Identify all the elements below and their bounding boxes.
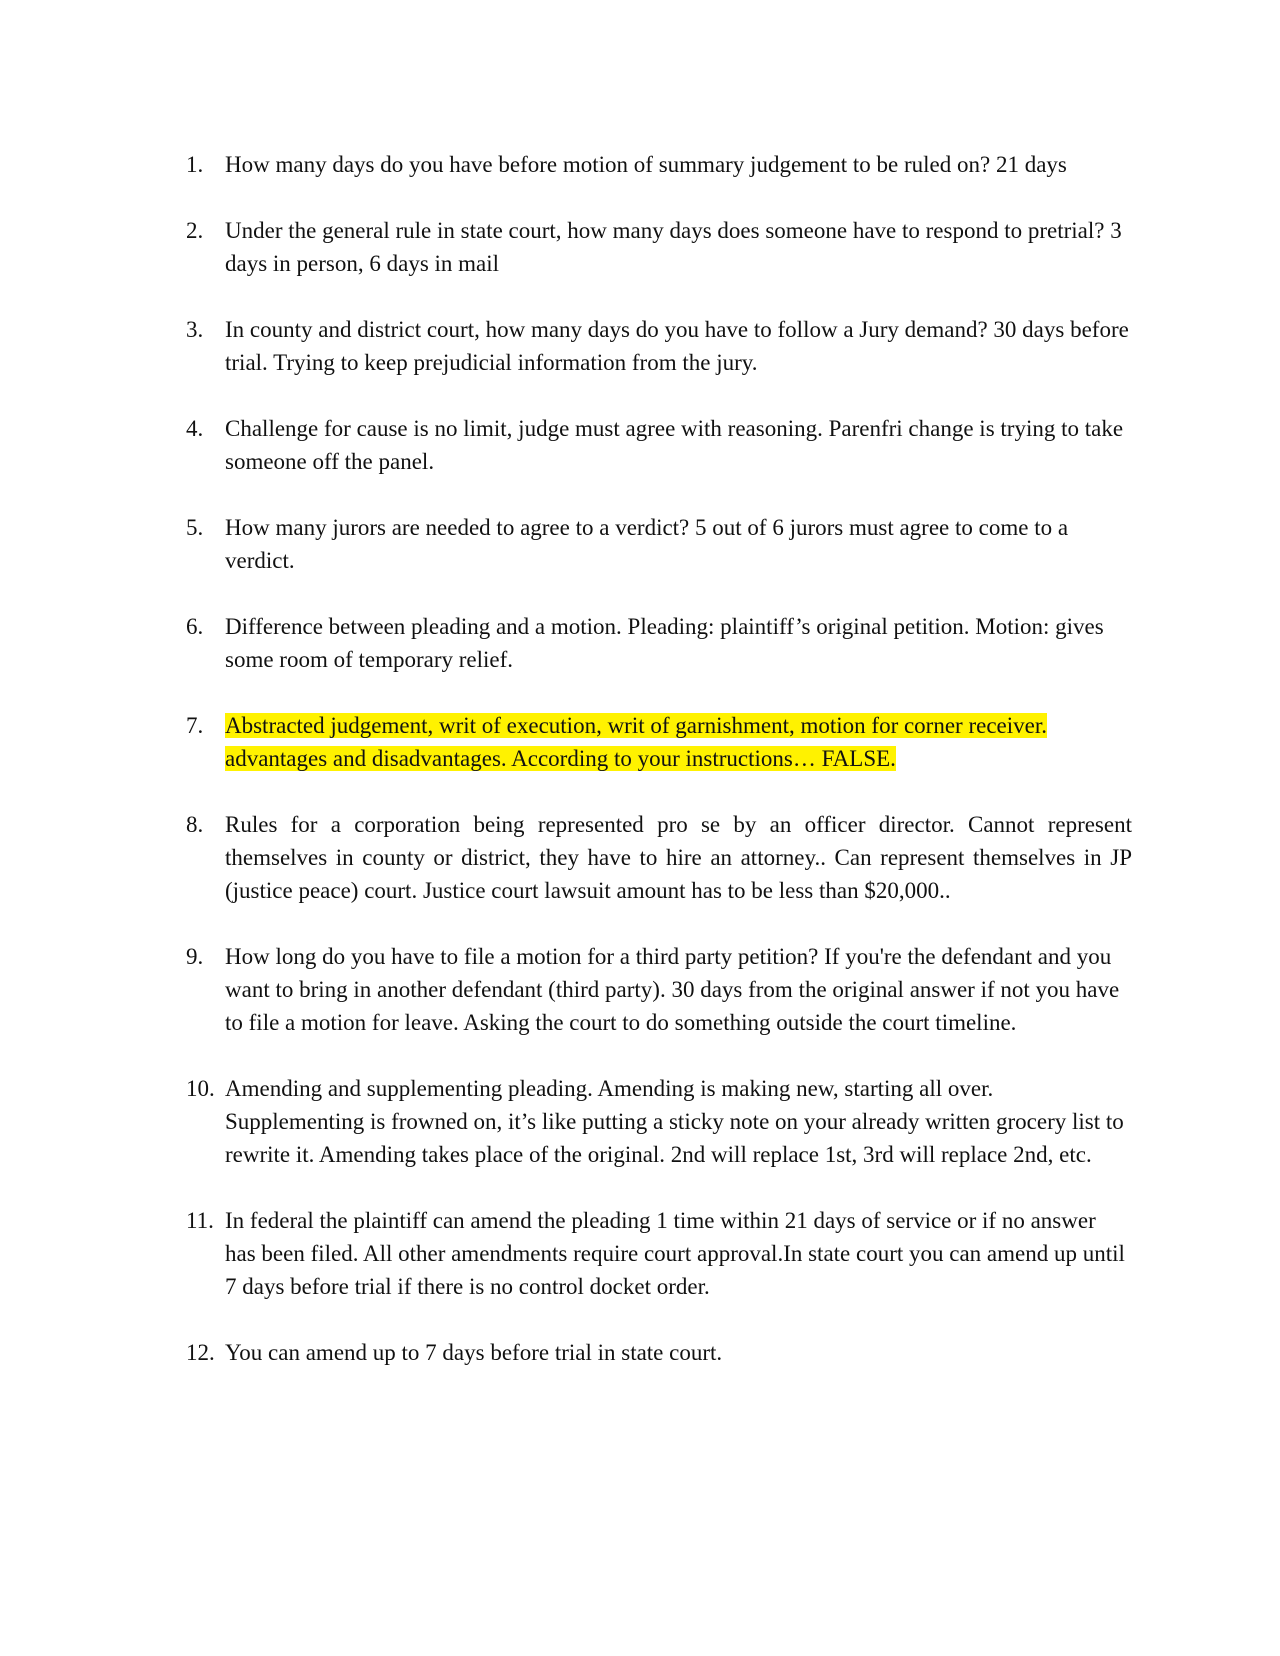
item-number: 2. bbox=[186, 218, 204, 243]
item-text: How many jurors are needed to agree to a verdict? 5 out of 6 jurors must agree to come to a verdict. bbox=[225, 515, 1069, 573]
list-item bbox=[186, 610, 1132, 676]
list-item bbox=[186, 1336, 1132, 1369]
item-text: Difference between pleading and a motion. Pleading: plaintiff’s original petition. Motion: gives some room of temporary relief. bbox=[225, 614, 1104, 672]
list-item bbox=[186, 511, 1132, 577]
list-item-highlighted bbox=[186, 709, 1132, 775]
item-number: 12. bbox=[186, 1340, 215, 1365]
item-text: Challenge for cause is no limit, judge must agree with reasoning. Parenfri change is trying to take someone off the panel. bbox=[225, 416, 1124, 474]
highlighted-text: advantages and disadvantages. According to your instructions… FALSE. bbox=[225, 746, 896, 771]
item-number: 3. bbox=[186, 317, 204, 342]
item-number: 9. bbox=[186, 944, 204, 969]
item-number: 4. bbox=[186, 416, 204, 441]
item-number: 11. bbox=[186, 1208, 214, 1233]
item-text: Amending and supplementing pleading. Amending is making new, starting all over. Supplementing is frowned on, it’s like putting a sticky note on your already written grocery list to rewrite it. Amending takes place of the original. 2nd will replace 1st, 3rd will replace 2nd, etc. bbox=[225, 1076, 1124, 1167]
question-list bbox=[186, 148, 1132, 1402]
list-item bbox=[186, 148, 1132, 181]
highlighted-text: Abstracted judgement, writ of execution, writ of garnishment, motion for corner receiver. bbox=[225, 713, 1047, 738]
item-number: 6. bbox=[186, 614, 204, 639]
item-number: 10. bbox=[186, 1076, 215, 1101]
item-text: Under the general rule in state court, how many days does someone have to respond to pretrial? 3 days in person, 6 days in mail bbox=[225, 218, 1122, 276]
item-text: How many days do you have before motion of summary judgement to be ruled on? 21 days bbox=[225, 152, 1067, 177]
item-text: In federal the plaintiff can amend the pleading 1 time within 21 days of service or if no answer has been filed. All other amendments require court approval.In state court you can amend up until 7 days before trial if there is no control docket order. bbox=[225, 1208, 1125, 1299]
list-item bbox=[186, 313, 1132, 379]
item-number: 1. bbox=[186, 152, 204, 177]
list-item bbox=[186, 412, 1132, 478]
list-item bbox=[186, 808, 1132, 907]
item-number: 5. bbox=[186, 515, 204, 540]
list-item bbox=[186, 214, 1132, 280]
list-item bbox=[186, 940, 1132, 1039]
item-text: In county and district court, how many days do you have to follow a Jury demand? 30 days before trial. Trying to keep prejudicial information from the jury. bbox=[225, 317, 1129, 375]
item-text: Rules for a corporation being represented pro se by an officer director. Cannot represent themselves in county or district, they have to hire an attorney.. Can represent themselves in JP (justice peace) court. Justice court lawsuit amount has to be less than $20,000.. bbox=[225, 812, 1132, 903]
item-text bbox=[225, 709, 1132, 775]
item-text: How long do you have to file a motion for a third party petition? If you're the defendant and you want to bring in another defendant (third party). 30 days from the original answer if not you have to file a motion for leave. Asking the court to do something outside the court timeline. bbox=[225, 944, 1120, 1035]
item-number: 8. bbox=[186, 812, 204, 837]
item-number: 7. bbox=[186, 713, 204, 738]
list-item bbox=[186, 1204, 1132, 1303]
list-item bbox=[186, 1072, 1132, 1171]
item-text: You can amend up to 7 days before trial in state court. bbox=[225, 1340, 723, 1365]
